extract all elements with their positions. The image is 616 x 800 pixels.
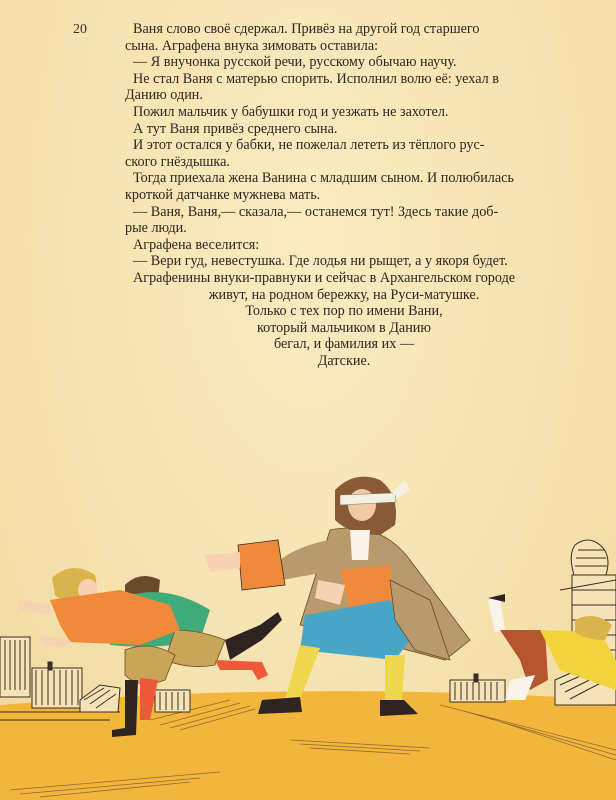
text-line: Аграфенины внуки-правнуки и сейчас в Архангельском городе — [133, 269, 516, 286]
verse-line: Датские. — [317, 352, 371, 369]
verse-line: бегал, и фамилия их — — [273, 336, 415, 353]
verse-line: Только с тех пор по имени Вани, — [245, 303, 443, 320]
text-line: сына. Аграфена внука зимовать оставила: — [125, 37, 379, 54]
text-line: Аграфена веселится: — [133, 236, 260, 253]
blindfolded-man — [205, 477, 470, 716]
text-line: кроткой датчанке мужнева мать. — [125, 186, 321, 203]
text-line: — Ваня, Ваня,— сказала,— останемся тут! Здесь такие доб- — [133, 203, 499, 220]
text-line: А тут Ваня привёз среднего сына. — [133, 120, 338, 137]
verse-line: который мальчиком в Данию — [257, 319, 431, 336]
text-line: ского гнёздышка. — [125, 153, 230, 170]
verse-line: живут, на родном бережку, на Руси-матушке. — [208, 286, 480, 303]
text-line: — Вери гуд, невестушка. Где лодья ни рыщет, а у якоря будет. — [133, 253, 508, 270]
text-line: Не стал Ваня с матерью спорить. Исполнил волю её: уехал в — [133, 70, 499, 87]
text-line: Данию один. — [125, 87, 203, 104]
text-line: Пожил мальчик у бабушки год и уезжать не захотел. — [133, 103, 449, 120]
text-line: Тогда приехала жена Ванина с младшим сыном. И полюбилась — [133, 170, 514, 187]
text-line: рые люди. — [125, 220, 187, 237]
text-line: Ваня слово своё сдержал. Привёз на другой год старшего — [133, 21, 480, 37]
page-number: 20 — [73, 22, 87, 37]
text-line: — Я внучонка русской речи, русскому обычаю научу. — [133, 54, 457, 71]
story-text — [125, 21, 559, 369]
text-line: И этот остался у бабки, не пожелал лететь из тёплого рус- — [133, 137, 485, 154]
illustration-blind-mans-buff — [0, 440, 616, 800]
